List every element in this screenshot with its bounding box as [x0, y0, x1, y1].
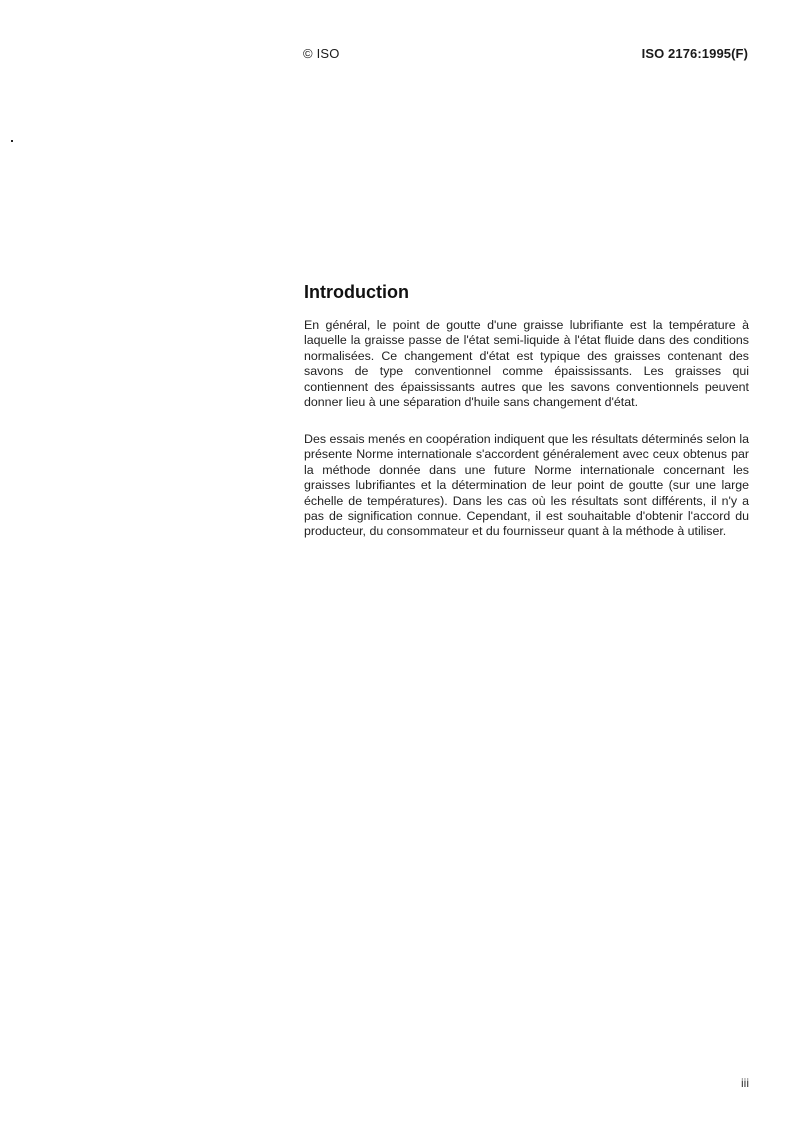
scan-speck — [11, 140, 13, 142]
paragraph-drop-point-definition: En général, le point de goutte d'une graisse lubrifiante est la température à laquelle la graisse passe de l'état semi-liquide à l'état fluide dans des conditions normalisées. Ce changement d'état est typique des graisses contenant des savons de type conventionnel comme épaississants. Les graisses qui contiennent des épaississants autres que les savons conventionnels peuvent donner lieu à une séparation d'huile sans changement d'état. — [304, 318, 749, 410]
section-title: Introduction — [304, 282, 409, 302]
standard-number-header: ISO 2176:1995(F) — [641, 46, 748, 61]
copyright-header: © ISO — [303, 46, 340, 61]
paragraph-cooperative-tests: Des essais menés en coopération indiquent que les résultats déterminés selon la présente Norme internationale s'accordent généralement avec ceux obtenus par la méthode donnée dans une future Norme internationale concernant les graisses lubrifiantes et la détermination de leur point de goutte (sur une large échelle de températures). Dans les cas où les résultats sont différents, il n'y a pas de signification connue. Cependant, il est souhaitable d'obtenir l'accord du producteur, du consommateur et du fournisseur quant à la méthode à utiliser. — [304, 432, 749, 539]
page-number: iii — [741, 1076, 749, 1090]
